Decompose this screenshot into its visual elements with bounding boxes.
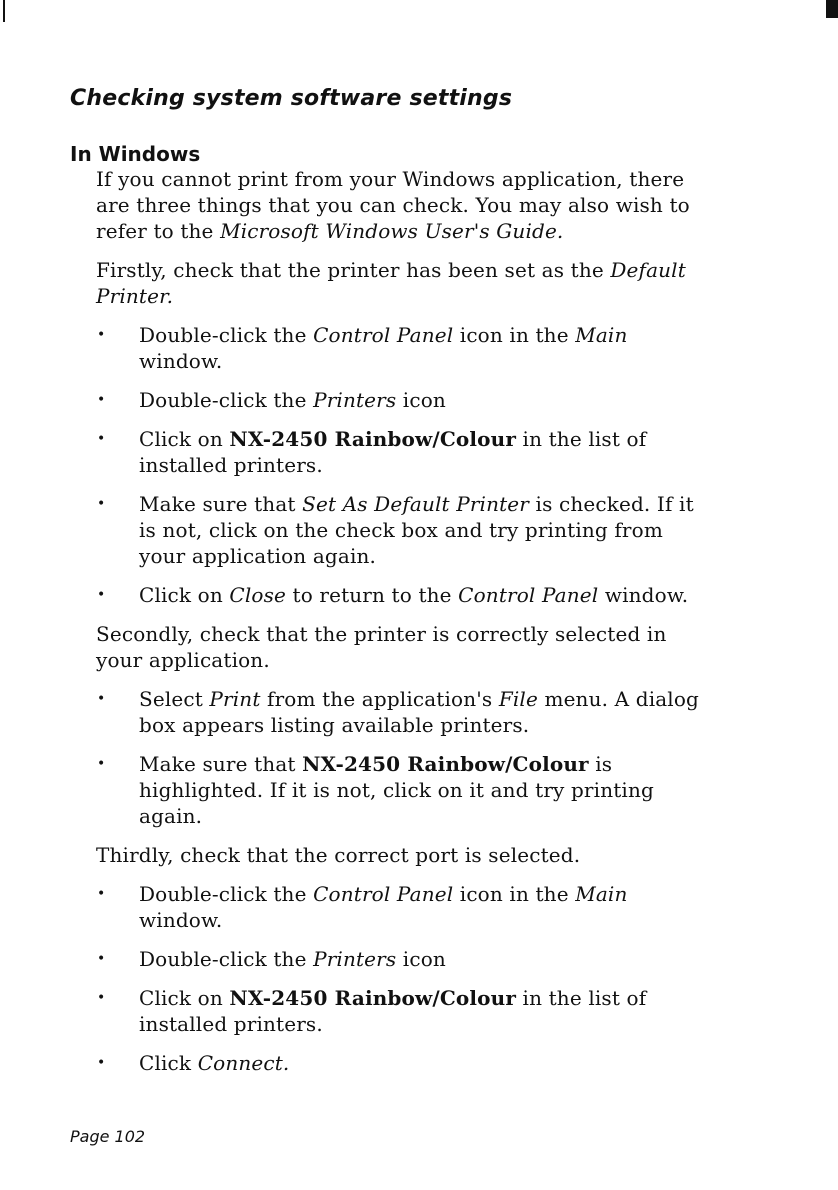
step-text: Double-click the bbox=[139, 323, 314, 347]
scan-edge-mark-left bbox=[3, 0, 5, 22]
bullet-icon: • bbox=[97, 691, 106, 707]
page-number: Page 102 bbox=[70, 1127, 146, 1146]
step-text: Double-click the bbox=[139, 882, 314, 906]
step-text: icon in the bbox=[453, 323, 576, 347]
step-term: Printers bbox=[313, 947, 397, 971]
printer-name: NX-2450 Rainbow/Colour bbox=[229, 986, 517, 1010]
bullet-icon: • bbox=[97, 886, 106, 902]
secondly-paragraph: Secondly, check that the printer is correctly selected in your application. bbox=[96, 622, 667, 672]
step-text: icon in the bbox=[453, 882, 576, 906]
bullet-icon: • bbox=[97, 327, 106, 343]
firstly-text: Firstly, check that the printer has been set as the bbox=[96, 258, 611, 282]
step-text: Click on bbox=[139, 583, 230, 607]
step-text: is highlighted. If it is not, click on it and try printing again. bbox=[139, 752, 654, 828]
step-term: File bbox=[498, 687, 538, 711]
step-term: Control Panel bbox=[458, 583, 599, 607]
step-text: Select bbox=[139, 687, 210, 711]
step-text: Click bbox=[139, 1051, 198, 1075]
list-item bbox=[96, 686, 708, 738]
list-item bbox=[96, 387, 708, 413]
printer-name: NX-2450 Rainbow/Colour bbox=[229, 427, 517, 451]
step-text: Click on bbox=[139, 427, 230, 451]
step-text: Double-click the bbox=[139, 947, 314, 971]
guide-reference: Microsoft Windows User's Guide. bbox=[220, 219, 564, 243]
list-item bbox=[96, 881, 708, 933]
list-item bbox=[96, 946, 708, 972]
application-steps bbox=[96, 686, 708, 829]
step-text: Click on bbox=[139, 986, 230, 1010]
step-text: is checked. If it is not, click on the check box and try printing from your application again. bbox=[139, 492, 694, 568]
firstly-paragraph bbox=[96, 257, 708, 309]
step-term: Set As Default Printer bbox=[302, 492, 530, 516]
port-steps bbox=[96, 881, 708, 1076]
list-item bbox=[96, 322, 708, 374]
step-text: icon bbox=[396, 947, 446, 971]
bullet-icon: • bbox=[97, 496, 106, 512]
step-term: Main bbox=[575, 323, 628, 347]
bullet-icon: • bbox=[97, 1055, 106, 1071]
list-item bbox=[96, 426, 708, 478]
step-text: window. bbox=[598, 583, 689, 607]
intro-text: If you cannot print from your Windows application, there are three things that you can check. You may also wish to refer to the bbox=[96, 167, 690, 243]
step-term: Main bbox=[575, 882, 628, 906]
step-term: Control Panel bbox=[313, 882, 454, 906]
step-text: Double-click the bbox=[139, 388, 314, 412]
step-text: to return to the bbox=[286, 583, 459, 607]
bullet-icon: • bbox=[97, 587, 106, 603]
step-text: menu. A dialog box appears listing available printers. bbox=[139, 687, 700, 737]
list-item bbox=[96, 985, 708, 1037]
printer-name: NX-2450 Rainbow/Colour bbox=[302, 752, 589, 776]
intro-paragraph bbox=[96, 166, 708, 244]
step-term: Printers bbox=[313, 388, 397, 412]
thirdly-paragraph: Thirdly, check that the correct port is selected. bbox=[96, 843, 581, 867]
scan-edge-mark-right bbox=[826, 0, 838, 18]
list-item bbox=[96, 582, 708, 608]
bullet-icon: • bbox=[97, 431, 106, 447]
step-text: Make sure that bbox=[139, 752, 303, 776]
step-term: Control Panel bbox=[313, 323, 454, 347]
step-term: Connect. bbox=[197, 1051, 290, 1075]
document-body bbox=[96, 166, 708, 1089]
page-title: Checking system software settings bbox=[70, 86, 513, 111]
step-text: window. bbox=[139, 349, 223, 373]
list-item bbox=[96, 751, 708, 829]
list-item bbox=[96, 491, 708, 569]
step-text: window. bbox=[139, 908, 223, 932]
bullet-icon: • bbox=[97, 756, 106, 772]
step-text: from the application's bbox=[260, 687, 499, 711]
section-heading: In Windows bbox=[70, 142, 201, 166]
step-text: icon bbox=[396, 388, 446, 412]
step-text: in the list of installed printers. bbox=[139, 427, 647, 477]
step-term: Print bbox=[209, 687, 261, 711]
bullet-icon: • bbox=[97, 392, 106, 408]
list-item bbox=[96, 1050, 708, 1076]
default-printer-term: Default Printer. bbox=[96, 258, 686, 308]
step-text: Make sure that bbox=[139, 492, 303, 516]
default-printer-steps bbox=[96, 322, 708, 608]
step-term: Close bbox=[229, 583, 286, 607]
bullet-icon: • bbox=[97, 951, 106, 967]
bullet-icon: • bbox=[97, 990, 106, 1006]
step-text: in the list of installed printers. bbox=[139, 986, 647, 1036]
